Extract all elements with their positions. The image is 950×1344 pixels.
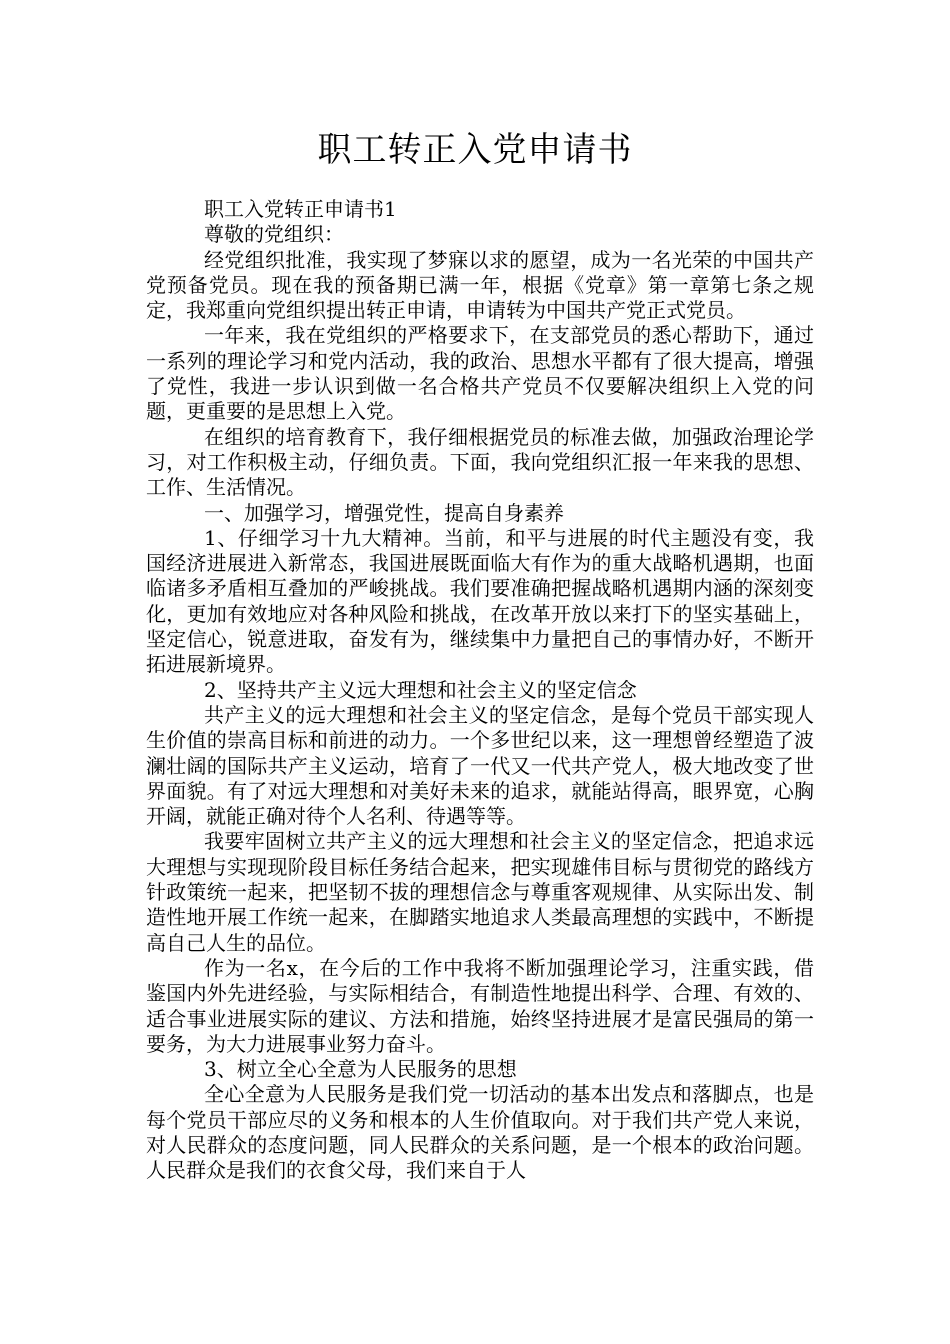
body-paragraph: 作为一名x，在今后的工作中我将不断加强理论学习，注重实践，借鉴国内外先进经验，与实际相结合，有制造性地提出科学、合理、有效的、适合事业进展实际的建议、方法和措施，始终坚持进展才是富民强局的第一要务，为大力进展事业努力奋斗。 xyxy=(146,955,814,1056)
body-paragraph: 一年来，我在党组织的严格要求下，在支部党员的悉心帮助下，通过一系列的理论学习和党内活动，我的政治、思想水平都有了很大提高，增强了党性，我进一步认识到做一名合格共产党员不仅要解决组织上入党的问题，更重要的是思想上入党。 xyxy=(146,323,814,424)
body-paragraph: 全心全意为人民服务是我们党一切活动的基本出发点和落脚点，也是每个党员干部应尽的义务和根本的人生价值取向。对于我们共产党人来说，对人民群众的态度问题，同人民群众的关系问题，是一个根本的政治问题。人民群众是我们的衣食父母，我们来自于人 xyxy=(146,1082,814,1183)
body-paragraph: 1、仔细学习十九大精神。当前，和平与进展的时代主题没有变，我国经济进展进入新常态，我国进展既面临大有作为的重大战略机遇期，也面临诸多矛盾相互叠加的严峻挑战。我们要准确把握战略机遇期内涵的深刻变化，更加有效地应对各种风险和挑战，在改革开放以来打下的坚实基础上，坚定信心，锐意进取，奋发有为，继续集中力量把自己的事情办好，不断开拓进展新境界。 xyxy=(146,525,814,677)
subtitle-paragraph: 职工入党转正申请书1 xyxy=(204,197,397,221)
document-title: 职工转正入党申请书 xyxy=(317,130,633,170)
document-body xyxy=(146,197,814,1184)
section-heading: 一、加强学习，增强党性，提高自身素养 xyxy=(204,500,564,525)
body-paragraph: 我要牢固树立共产主义的远大理想和社会主义的坚定信念，把追求远大理想与实现现阶段目标任务结合起来，把实现雄伟目标与贯彻党的路线方针政策统一起来，把坚韧不拔的理想信念与尊重客观规律、从实际出发、制造性地开展工作统一起来，在脚踏实地追求人类最高理想的实践中，不断提高自己人生的品位。 xyxy=(146,829,814,955)
body-paragraph: 在组织的培育教育下，我仔细根据党员的标准去做，加强政治理论学习，对工作积极主动，仔细负责。下面，我向党组织汇报一年来我的思想、工作、生活情况。 xyxy=(146,424,814,500)
subsection-heading: 2、坚持共产主义远大理想和社会主义的坚定信念 xyxy=(204,677,637,702)
body-paragraph: 共产主义的远大理想和社会主义的坚定信念，是每个党员干部实现人生价值的崇高目标和前进的动力。一个多世纪以来，这一理想曾经塑造了波澜壮阔的国际共产主义运动，培育了一代又一代共产党人，极大地改变了世界面貌。有了对远大理想和对美好未来的追求，就能站得高，眼界宽，心胸开阔，就能正确对待个人名利、待遇等等。 xyxy=(146,702,814,829)
body-paragraph: 经党组织批准，我实现了梦寐以求的愿望，成为一名光荣的中国共产党预备党员。现在我的预备期已满一年，根据《党章》第一章第七条之规定，我郑重向党组织提出转正申请，申请转为中国共产党正式党员。 xyxy=(146,247,814,323)
salutation-paragraph: 尊敬的党组织： xyxy=(204,222,344,247)
subsection-heading: 3、树立全心全意为人民服务的思想 xyxy=(204,1057,517,1082)
